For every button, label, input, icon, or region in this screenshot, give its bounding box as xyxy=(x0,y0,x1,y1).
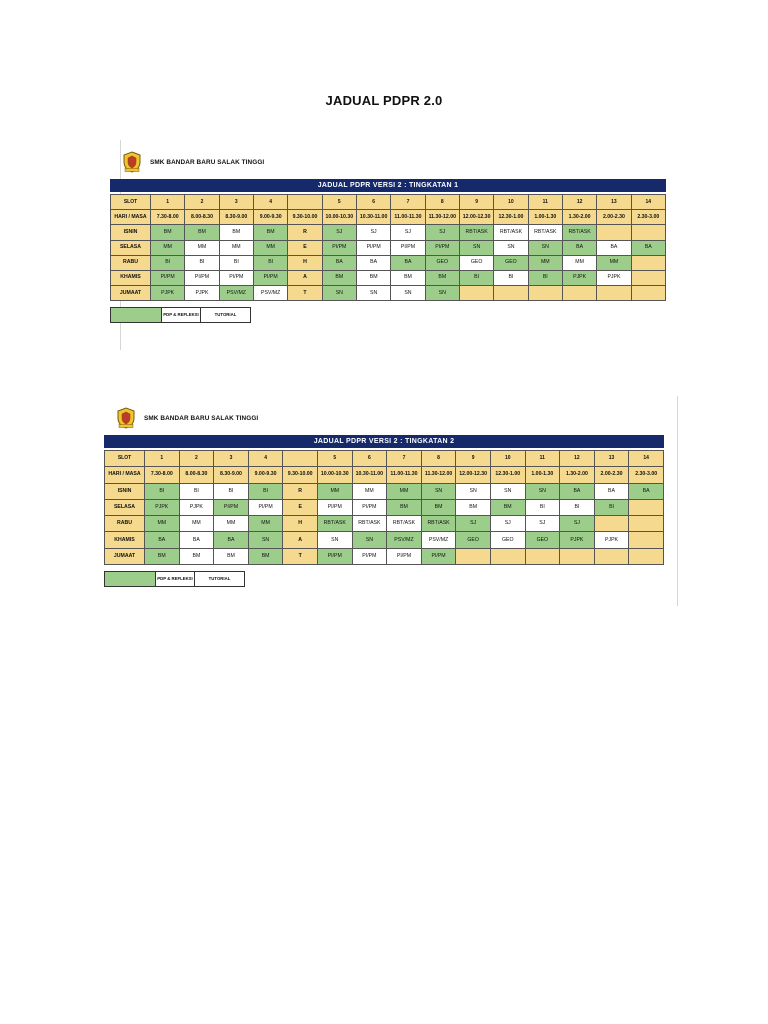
subject-cell xyxy=(629,499,664,515)
day-label: SELASA xyxy=(111,240,151,255)
subject-cell: E xyxy=(283,499,318,515)
subject-cell xyxy=(629,516,664,532)
time-slot: 11.00-11.30 xyxy=(391,210,425,225)
day-row xyxy=(111,240,666,255)
time-row xyxy=(111,210,666,225)
subject-cell: BA xyxy=(391,255,425,270)
slot-number: 5 xyxy=(322,195,356,210)
subject-cell: MM xyxy=(528,255,562,270)
subject-cell: BI xyxy=(219,255,253,270)
slot-number: 4 xyxy=(248,451,283,467)
subject-cell: BI xyxy=(459,270,493,285)
timetable-banner: JADUAL PDPR VERSI 2 : TINGKATAN 2 xyxy=(104,435,664,448)
subject-cell xyxy=(629,548,664,564)
legend-pdp-label: PDP & REFLEKSI xyxy=(156,572,195,586)
subject-cell: BA xyxy=(594,483,629,499)
legend-tutorial-label: TUTORIAL xyxy=(201,308,250,322)
time-slot: 2.00-2.30 xyxy=(597,210,631,225)
time-slot: 9.30-10.00 xyxy=(288,210,322,225)
subject-cell: MM xyxy=(317,483,352,499)
subject-cell: SN xyxy=(322,286,356,301)
day-row xyxy=(111,286,666,301)
subject-cell xyxy=(494,286,528,301)
subject-cell: A xyxy=(283,532,318,548)
time-slot: 2.30-3.00 xyxy=(631,210,665,225)
school-crest-icon xyxy=(122,151,142,173)
subject-cell xyxy=(631,286,665,301)
subject-cell: SN xyxy=(391,286,425,301)
time-slot: 9.00-9.30 xyxy=(253,210,287,225)
time-slot: 8.00-8.30 xyxy=(179,467,214,483)
slot-number: 9 xyxy=(456,451,491,467)
subject-cell: GEO xyxy=(490,532,525,548)
subject-cell: PJPK xyxy=(594,532,629,548)
subject-cell: BA xyxy=(179,532,214,548)
subject-cell: BI xyxy=(145,483,180,499)
subject-cell: SN xyxy=(490,483,525,499)
subject-cell: GEO xyxy=(425,255,459,270)
subject-cell: MM xyxy=(151,240,185,255)
subject-cell: T xyxy=(288,286,322,301)
slot-number: 12 xyxy=(562,195,596,210)
page-edge-line xyxy=(677,396,678,606)
subject-cell: RBT/ASK xyxy=(387,516,422,532)
subject-cell: BM xyxy=(248,548,283,564)
subject-cell: BM xyxy=(179,548,214,564)
subject-cell: SJ xyxy=(560,516,595,532)
day-row xyxy=(111,270,666,285)
slot-number: 4 xyxy=(253,195,287,210)
subject-cell: BI xyxy=(253,255,287,270)
slot-number: 14 xyxy=(631,195,665,210)
subject-cell: PI/PM xyxy=(151,270,185,285)
subject-cell xyxy=(525,548,560,564)
slot-number: 2 xyxy=(185,195,219,210)
time-slot: 11.00-11.30 xyxy=(387,467,422,483)
legend-pdp-label: PDP & REFLEKSI xyxy=(162,308,201,322)
subject-cell: MM xyxy=(248,516,283,532)
time-slot: 7.30-8.00 xyxy=(145,467,180,483)
day-row xyxy=(111,255,666,270)
subject-cell: GEO xyxy=(459,255,493,270)
slot-number: 11 xyxy=(525,451,560,467)
subject-cell: PI/PM xyxy=(248,499,283,515)
subject-cell: R xyxy=(288,225,322,240)
subject-cell: PJPK xyxy=(179,499,214,515)
subject-cell: PI/PM xyxy=(317,499,352,515)
subject-cell: BI xyxy=(560,499,595,515)
subject-cell: PSV/MZ xyxy=(219,286,253,301)
subject-cell: BA xyxy=(356,255,390,270)
time-slot: 11.30-12.00 xyxy=(425,210,459,225)
subject-cell: PI/PM xyxy=(185,270,219,285)
subject-cell: PI/PM xyxy=(356,240,390,255)
slot-header-label: SLOT xyxy=(111,195,151,210)
subject-cell: PI/PM xyxy=(391,240,425,255)
subject-cell xyxy=(456,548,491,564)
subject-cell: SN xyxy=(494,240,528,255)
subject-cell: SJ xyxy=(525,516,560,532)
legend xyxy=(110,307,251,323)
subject-cell: PJPK xyxy=(562,270,596,285)
subject-cell: GEO xyxy=(525,532,560,548)
day-label: ISNIN xyxy=(105,483,145,499)
legend-green-swatch xyxy=(111,308,162,322)
subject-cell: PI/PM xyxy=(253,270,287,285)
slot-number: 13 xyxy=(594,451,629,467)
subject-cell: RBT/ASK xyxy=(494,225,528,240)
subject-cell: PSV/MZ xyxy=(253,286,287,301)
subject-cell: RBT/ASK xyxy=(528,225,562,240)
subject-cell: PJPK xyxy=(151,286,185,301)
subject-cell: PJPK xyxy=(145,499,180,515)
slot-number: 3 xyxy=(219,195,253,210)
subject-cell: SN xyxy=(356,286,390,301)
timetable-table xyxy=(110,194,666,301)
subject-cell: SN xyxy=(421,483,456,499)
subject-cell: MM xyxy=(179,516,214,532)
slot-number xyxy=(288,195,322,210)
subject-cell: MM xyxy=(562,255,596,270)
subject-cell: BM xyxy=(387,499,422,515)
subject-cell: MM xyxy=(219,240,253,255)
subject-cell xyxy=(631,255,665,270)
day-label: JUMAAT xyxy=(105,548,145,564)
subject-cell: BI xyxy=(494,270,528,285)
subject-cell: T xyxy=(283,548,318,564)
subject-cell: BM xyxy=(219,225,253,240)
slot-number: 10 xyxy=(490,451,525,467)
slot-number: 1 xyxy=(145,451,180,467)
school-name: SMK BANDAR BARU SALAK TINGGI xyxy=(150,158,265,166)
legend-tutorial-label: TUTORIAL xyxy=(195,572,244,586)
slot-number: 9 xyxy=(459,195,493,210)
day-label: SELASA xyxy=(105,499,145,515)
time-row xyxy=(105,467,664,483)
slot-number: 2 xyxy=(179,451,214,467)
time-slot: 8.30-9.00 xyxy=(219,210,253,225)
subject-cell: BI xyxy=(248,483,283,499)
subject-cell: PJPK xyxy=(185,286,219,301)
slot-number: 7 xyxy=(387,451,422,467)
subject-cell: SJ xyxy=(456,516,491,532)
document-title: JADUAL PDPR 2.0 xyxy=(325,93,443,108)
day-row xyxy=(105,499,664,515)
time-slot: 1.30-2.00 xyxy=(560,467,595,483)
subject-cell xyxy=(629,532,664,548)
timetable-block-2 xyxy=(104,406,664,587)
day-row xyxy=(105,532,664,548)
subject-cell: BA xyxy=(631,240,665,255)
subject-cell: GEO xyxy=(456,532,491,548)
time-header-label: HARI / MASA xyxy=(105,467,145,483)
time-slot: 10.00-10.30 xyxy=(317,467,352,483)
day-row xyxy=(105,483,664,499)
slot-number: 6 xyxy=(352,451,387,467)
school-header xyxy=(110,150,666,174)
subject-cell: BM xyxy=(391,270,425,285)
school-name: SMK BANDAR BARU SALAK TINGGI xyxy=(144,414,259,422)
subject-cell: PI/PM xyxy=(352,499,387,515)
day-label: KHAMIS xyxy=(111,270,151,285)
subject-cell: BA xyxy=(629,483,664,499)
time-slot: 10.30-11.00 xyxy=(352,467,387,483)
subject-cell: BM xyxy=(425,270,459,285)
subject-cell xyxy=(594,516,629,532)
subject-cell: BM xyxy=(151,225,185,240)
subject-cell: BI xyxy=(594,499,629,515)
time-slot: 8.00-8.30 xyxy=(185,210,219,225)
subject-cell: SN xyxy=(528,240,562,255)
subject-cell: MM xyxy=(253,240,287,255)
subject-cell: PI/PM xyxy=(425,240,459,255)
subject-cell: PSV/MZ xyxy=(387,532,422,548)
subject-cell xyxy=(631,270,665,285)
subject-cell xyxy=(459,286,493,301)
day-label: RABU xyxy=(111,255,151,270)
subject-cell: PJPK xyxy=(560,532,595,548)
time-slot: 1.00-1.30 xyxy=(525,467,560,483)
subject-cell: BM xyxy=(456,499,491,515)
subject-cell: SN xyxy=(525,483,560,499)
subject-cell: PI/PM xyxy=(317,548,352,564)
subject-cell: BA xyxy=(214,532,249,548)
slot-row xyxy=(105,451,664,467)
subject-cell: BI xyxy=(151,255,185,270)
subject-cell: MM xyxy=(214,516,249,532)
time-header-label: HARI / MASA xyxy=(111,210,151,225)
legend xyxy=(104,571,245,587)
slot-number: 8 xyxy=(421,451,456,467)
time-slot: 2.30-3.00 xyxy=(629,467,664,483)
subject-cell: SN xyxy=(425,286,459,301)
subject-cell: SJ xyxy=(391,225,425,240)
time-slot: 12.30-1.00 xyxy=(494,210,528,225)
slot-number: 6 xyxy=(356,195,390,210)
subject-cell: BA xyxy=(145,532,180,548)
subject-cell xyxy=(597,286,631,301)
time-slot: 10.00-10.30 xyxy=(322,210,356,225)
day-label: JUMAAT xyxy=(111,286,151,301)
slot-header-label: SLOT xyxy=(105,451,145,467)
subject-cell: SJ xyxy=(425,225,459,240)
subject-cell: PSV/MZ xyxy=(421,532,456,548)
subject-cell: A xyxy=(288,270,322,285)
subject-cell: PI/PM xyxy=(352,548,387,564)
slot-number: 12 xyxy=(560,451,595,467)
subject-cell: SN xyxy=(456,483,491,499)
subject-cell: BA xyxy=(560,483,595,499)
subject-cell: SJ xyxy=(322,225,356,240)
subject-cell: RBT/ASK xyxy=(352,516,387,532)
subject-cell: H xyxy=(283,516,318,532)
slot-number: 10 xyxy=(494,195,528,210)
time-slot: 1.00-1.30 xyxy=(528,210,562,225)
subject-cell xyxy=(597,225,631,240)
subject-cell: SN xyxy=(352,532,387,548)
time-slot: 12.00-12.30 xyxy=(459,210,493,225)
subject-cell: PJPK xyxy=(597,270,631,285)
subject-cell: SJ xyxy=(356,225,390,240)
school-crest-icon xyxy=(116,407,136,429)
subject-cell: MM xyxy=(145,516,180,532)
subject-cell: PI/PM xyxy=(387,548,422,564)
slot-number: 13 xyxy=(597,195,631,210)
subject-cell xyxy=(594,548,629,564)
subject-cell xyxy=(562,286,596,301)
subject-cell: RBT/ASK xyxy=(459,225,493,240)
day-label: RABU xyxy=(105,516,145,532)
subject-cell: SN xyxy=(317,532,352,548)
subject-cell: MM xyxy=(387,483,422,499)
subject-cell: PI/PM xyxy=(219,270,253,285)
slot-number xyxy=(283,451,318,467)
timetable-table xyxy=(104,450,664,565)
subject-cell: BM xyxy=(356,270,390,285)
subject-cell: SN xyxy=(248,532,283,548)
time-slot: 9.00-9.30 xyxy=(248,467,283,483)
subject-cell: PI/PM xyxy=(322,240,356,255)
subject-cell: SJ xyxy=(490,516,525,532)
time-slot: 7.30-8.00 xyxy=(151,210,185,225)
slot-number: 14 xyxy=(629,451,664,467)
slot-row xyxy=(111,195,666,210)
subject-cell: BM xyxy=(185,225,219,240)
subject-cell: E xyxy=(288,240,322,255)
subject-cell: MM xyxy=(597,255,631,270)
slot-number: 8 xyxy=(425,195,459,210)
school-header xyxy=(104,406,664,430)
subject-cell: BM xyxy=(490,499,525,515)
timetable-block-1 xyxy=(110,150,666,323)
subject-cell: BM xyxy=(421,499,456,515)
subject-cell: BA xyxy=(562,240,596,255)
subject-cell: BA xyxy=(322,255,356,270)
time-slot: 12.00-12.30 xyxy=(456,467,491,483)
slot-number: 7 xyxy=(391,195,425,210)
slot-number: 1 xyxy=(151,195,185,210)
slot-number: 11 xyxy=(528,195,562,210)
subject-cell: H xyxy=(288,255,322,270)
subject-cell: SN xyxy=(459,240,493,255)
day-row xyxy=(105,548,664,564)
time-slot: 1.30-2.00 xyxy=(562,210,596,225)
subject-cell: BI xyxy=(528,270,562,285)
subject-cell: MM xyxy=(352,483,387,499)
subject-cell: BI xyxy=(525,499,560,515)
subject-cell xyxy=(490,548,525,564)
time-slot: 11.30-12.00 xyxy=(421,467,456,483)
day-label: ISNIN xyxy=(111,225,151,240)
subject-cell xyxy=(528,286,562,301)
timetable-banner: JADUAL PDPR VERSI 2 : TINGKATAN 1 xyxy=(110,179,666,192)
subject-cell: BI xyxy=(185,255,219,270)
time-slot: 10.30-11.00 xyxy=(356,210,390,225)
subject-cell: BM xyxy=(145,548,180,564)
subject-cell: RBT/ASK xyxy=(421,516,456,532)
slot-number: 5 xyxy=(317,451,352,467)
subject-cell: BA xyxy=(597,240,631,255)
day-row xyxy=(105,516,664,532)
subject-cell: PI/PM xyxy=(421,548,456,564)
subject-cell: R xyxy=(283,483,318,499)
subject-cell: MM xyxy=(185,240,219,255)
legend-green-swatch xyxy=(105,572,156,586)
subject-cell: BI xyxy=(179,483,214,499)
time-slot: 12.30-1.00 xyxy=(490,467,525,483)
day-label: KHAMIS xyxy=(105,532,145,548)
time-slot: 2.00-2.30 xyxy=(594,467,629,483)
subject-cell: RBT/ASK xyxy=(317,516,352,532)
subject-cell: BM xyxy=(214,548,249,564)
day-row xyxy=(111,225,666,240)
subject-cell: BM xyxy=(322,270,356,285)
subject-cell: GEO xyxy=(494,255,528,270)
time-slot: 9.30-10.00 xyxy=(283,467,318,483)
subject-cell: BI xyxy=(214,483,249,499)
slot-number: 3 xyxy=(214,451,249,467)
subject-cell xyxy=(631,225,665,240)
time-slot: 8.30-9.00 xyxy=(214,467,249,483)
subject-cell: RBT/ASK xyxy=(562,225,596,240)
subject-cell: PI/PM xyxy=(214,499,249,515)
subject-cell xyxy=(560,548,595,564)
subject-cell: BM xyxy=(253,225,287,240)
